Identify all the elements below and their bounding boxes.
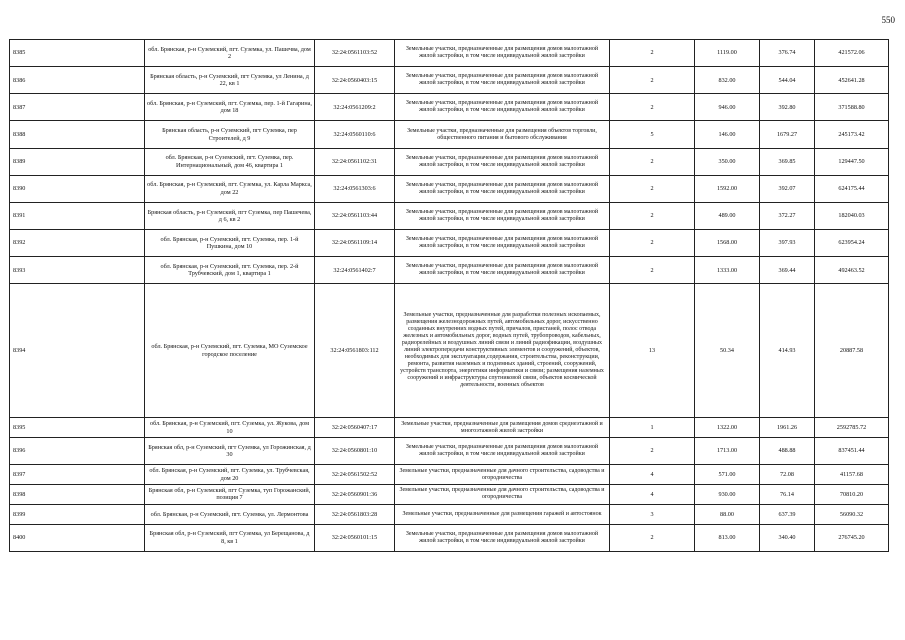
row-number: 8389: [10, 148, 145, 175]
land-use-cell: Земельные участки, предназначенные для размещения домов малоэтажной жилой застройки, в том числе индивидуальной жилой застройки: [395, 94, 610, 121]
area-cell: 1568.00: [695, 230, 760, 257]
row-number: 8385: [10, 40, 145, 67]
row-number: 8391: [10, 202, 145, 229]
group-cell: 13: [610, 284, 695, 418]
table-row: [10, 418, 889, 438]
cadastral-number-cell: 32:24:0560403:15: [315, 67, 395, 94]
row-number: 8394: [10, 284, 145, 418]
land-use-cell: Земельные участки, предназначенные для разработки полезных ископаемых, размещения железнодорожных путей, автомобильных дорог, искусственно созданных внутренних водных путей, причалов, пристаней, полос отвода железных и автомобильных дорог, водных путей, трубопроводов, кабельных, радиорелейных и воздушных линий связи и линий радиофикации, воздушных линий электропередачи конструктивных элементов и сооружений, объектов, необходимых для эксплуатации,содержания, строительства, реконструкции, ремонта, развития наземных и подземных зданий, строений, сооружений, устройств транспорта, энергетики информатики и связи; размещения наземных сооружений и инфраструктуры спутниковой связи, объектов космической деятельности, военных объектов: [395, 284, 610, 418]
cadastral-number-cell: 32:24:0560901:36: [315, 484, 395, 504]
rate-cell: 340.40: [760, 524, 815, 551]
table-row: [10, 121, 889, 148]
area-cell: 1713.00: [695, 437, 760, 464]
row-number: 8396: [10, 437, 145, 464]
cadastral-value-cell: 182040.03: [815, 202, 889, 229]
group-cell: 2: [610, 524, 695, 551]
group-cell: 2: [610, 148, 695, 175]
table-row: [10, 504, 889, 524]
rate-cell: 72.08: [760, 465, 815, 485]
address-cell: Брянская область, р-н Суземский, пгт Суземка, ул Ленина, д 22, кв 1: [145, 67, 315, 94]
area-cell: 813.00: [695, 524, 760, 551]
cadastral-value-cell: 624175.44: [815, 175, 889, 202]
table-row: [10, 202, 889, 229]
row-number: 8388: [10, 121, 145, 148]
group-cell: 4: [610, 484, 695, 504]
rate-cell: 372.27: [760, 202, 815, 229]
cadastral-number-cell: 32:24:0561102:31: [315, 148, 395, 175]
table-row: [10, 284, 889, 418]
cadastral-number-cell: 32:24:0560801:10: [315, 437, 395, 464]
cadastral-number-cell: 32:24:0560101:15: [315, 524, 395, 551]
cadastral-number-cell: 32:24:0561803:28: [315, 504, 395, 524]
rate-cell: 637.39: [760, 504, 815, 524]
cadastral-number-cell: 32:24:0560110:6: [315, 121, 395, 148]
cadastral-number-cell: 32:24:0561502:52: [315, 465, 395, 485]
area-cell: 832.00: [695, 67, 760, 94]
cadastral-value-cell: 41157.68: [815, 465, 889, 485]
land-use-cell: Земельные участки, предназначенные для размещения домов малоэтажной жилой застройки, в том числе индивидуальной жилой застройки: [395, 257, 610, 284]
address-cell: Брянская область, р-н Суземский, пгт Суземка, пер Пашечева, д 6, кв 2: [145, 202, 315, 229]
land-use-cell: Земельные участки, предназначенные для размещения домов среднеэтажной и многоэтажной жилой застройки: [395, 418, 610, 438]
cadastral-value-cell: 56090.32: [815, 504, 889, 524]
rate-cell: 1961.26: [760, 418, 815, 438]
land-use-cell: Земельные участки, предназначенные для размещения гаражей и автостоянок: [395, 504, 610, 524]
cadastral-number-cell: 32:24:0561209:2: [315, 94, 395, 121]
land-use-cell: Земельные участки, предназначенные для размещения домов малоэтажной жилой застройки, в том числе индивидуальной жилой застройки: [395, 148, 610, 175]
row-number: 8387: [10, 94, 145, 121]
address-cell: обл. Брянская, р-н Суземский, пгт. Суземка, ул. Пашечва, дом 2: [145, 40, 315, 67]
land-use-cell: Земельные участки, предназначенные для размещения домов малоэтажной жилой застройки, в том числе индивидуальной жилой застройки: [395, 437, 610, 464]
cadastral-number-cell: 32:24:0561303:6: [315, 175, 395, 202]
rate-cell: 76.14: [760, 484, 815, 504]
cadastral-number-cell: 32:24:0561402:7: [315, 257, 395, 284]
address-cell: обл. Брянская, р-н Суземский, пгт. Суземка, ул. Жукова, дом 10: [145, 418, 315, 438]
land-use-cell: Земельные участки, предназначенные для дачного строительства, садоводства и огородничества: [395, 465, 610, 485]
table-row: [10, 465, 889, 485]
row-number: 8390: [10, 175, 145, 202]
cadastral-value-cell: 129447.50: [815, 148, 889, 175]
table-row: [10, 67, 889, 94]
land-use-cell: Земельные участки, предназначенные для размещения объектов торговли, общественного питания и бытового обслуживания: [395, 121, 610, 148]
cadastral-number-cell: 32:24:0561103:52: [315, 40, 395, 67]
address-cell: обл. Брянская, р-н Суземский, пгт. Суземка, пер. 1-й Гагарина, дом 18: [145, 94, 315, 121]
address-cell: обл. Брянская, р-н Суземский, пгт. Суземка, МО Суземское городское поселение: [145, 284, 315, 418]
table-row: [10, 40, 889, 67]
address-cell: Брянская область, р-н Суземский, пгт Суземка, пер Строителей, д 9: [145, 121, 315, 148]
group-cell: 2: [610, 67, 695, 94]
row-number: 8392: [10, 230, 145, 257]
address-cell: обл. Брянская, р-н Суземский, пгт. Суземка, ул. Трубчевская, дом 20: [145, 465, 315, 485]
row-number: 8386: [10, 67, 145, 94]
group-cell: 2: [610, 40, 695, 67]
group-cell: 1: [610, 418, 695, 438]
cadastral-value-cell: 837451.44: [815, 437, 889, 464]
rate-cell: 376.74: [760, 40, 815, 67]
group-cell: 2: [610, 437, 695, 464]
area-cell: 146.00: [695, 121, 760, 148]
area-cell: 489.00: [695, 202, 760, 229]
land-use-cell: Земельные участки, предназначенные для дачного строительства, садоводства и огородничества: [395, 484, 610, 504]
table-row: [10, 524, 889, 551]
area-cell: 930.00: [695, 484, 760, 504]
row-number: 8398: [10, 484, 145, 504]
page-number: 550: [881, 15, 895, 25]
address-cell: обл. Брянская, р-н Суземский, пгт. Суземка, пер. Интернациональный, дом 46, квартира 1: [145, 148, 315, 175]
address-cell: обл. Брянская, р-н Суземский, пгт. Суземка, ул. Лермонтова: [145, 504, 315, 524]
land-use-cell: Земельные участки, предназначенные для размещения домов малоэтажной жилой застройки, в том числе индивидуальной жилой застройки: [395, 230, 610, 257]
group-cell: 2: [610, 175, 695, 202]
address-cell: Брянская обл, р-н Суземский, пгт Суземка, ул Горожинская, д 30: [145, 437, 315, 464]
group-cell: 5: [610, 121, 695, 148]
address-cell: обл. Брянская, р-н Суземский, пгт. Суземка, пер. 1-й Пушкина, дом 10: [145, 230, 315, 257]
land-use-cell: Земельные участки, предназначенные для размещения домов малоэтажной жилой застройки, в том числе индивидуальной жилой застройки: [395, 202, 610, 229]
area-cell: 1592.00: [695, 175, 760, 202]
area-cell: 1322.00: [695, 418, 760, 438]
address-cell: Брянская обл, р-н Суземский, пгт Суземка, туп Горожанский, позиция 7: [145, 484, 315, 504]
rate-cell: 544.04: [760, 67, 815, 94]
cadastral-number-cell: 32:24:0561803:112: [315, 284, 395, 418]
group-cell: 3: [610, 504, 695, 524]
land-use-cell: Земельные участки, предназначенные для размещения домов малоэтажной жилой застройки, в том числе индивидуальной жилой застройки: [395, 524, 610, 551]
area-cell: 88.00: [695, 504, 760, 524]
cadastral-value-cell: 20887.58: [815, 284, 889, 418]
rate-cell: 397.93: [760, 230, 815, 257]
area-cell: 571.00: [695, 465, 760, 485]
rate-cell: 488.88: [760, 437, 815, 464]
group-cell: 2: [610, 94, 695, 121]
row-number: 8397: [10, 465, 145, 485]
cadastral-value-cell: 2592785.72: [815, 418, 889, 438]
cadastral-number-cell: 32:24:0561109:14: [315, 230, 395, 257]
area-cell: 946.00: [695, 94, 760, 121]
rate-cell: 392.07: [760, 175, 815, 202]
area-cell: 350.00: [695, 148, 760, 175]
table-row: [10, 257, 889, 284]
cadastral-value-cell: 623954.24: [815, 230, 889, 257]
cadastral-value-cell: 276745.20: [815, 524, 889, 551]
land-use-cell: Земельные участки, предназначенные для размещения домов малоэтажной жилой застройки, в том числе индивидуальной жилой застройки: [395, 175, 610, 202]
group-cell: 2: [610, 230, 695, 257]
address-cell: обл. Брянская, р-н Суземский, пгт. Суземка, ул. Карла Маркса, дом 22: [145, 175, 315, 202]
rate-cell: 369.44: [760, 257, 815, 284]
table-row: [10, 175, 889, 202]
cadastral-value-cell: 371588.80: [815, 94, 889, 121]
land-use-cell: Земельные участки, предназначенные для размещения домов малоэтажной жилой застройки, в том числе индивидуальной жилой застройки: [395, 40, 610, 67]
table-row: [10, 230, 889, 257]
table-row: [10, 148, 889, 175]
cadastral-value-cell: 70810.20: [815, 484, 889, 504]
cadastral-number-cell: 32:24:0561103:44: [315, 202, 395, 229]
table-row: [10, 484, 889, 504]
area-cell: 1119.00: [695, 40, 760, 67]
address-cell: обл. Брянская, р-н Суземский, пгт. Суземка, пер. 2-й Трубчевский, дом 1, квартира 1: [145, 257, 315, 284]
table-row: [10, 94, 889, 121]
table-row: [10, 437, 889, 464]
cadastral-value-cell: 421572.06: [815, 40, 889, 67]
cadastral-value-cell: 245173.42: [815, 121, 889, 148]
cadastral-value-table: [9, 39, 889, 552]
row-number: 8393: [10, 257, 145, 284]
rate-cell: 1679.27: [760, 121, 815, 148]
group-cell: 4: [610, 465, 695, 485]
rate-cell: 392.80: [760, 94, 815, 121]
row-number: 8395: [10, 418, 145, 438]
group-cell: 2: [610, 202, 695, 229]
area-cell: 50.34: [695, 284, 760, 418]
cadastral-value-cell: 492463.52: [815, 257, 889, 284]
rate-cell: 414.93: [760, 284, 815, 418]
row-number: 8400: [10, 524, 145, 551]
cadastral-value-cell: 452641.28: [815, 67, 889, 94]
rate-cell: 369.85: [760, 148, 815, 175]
cadastral-number-cell: 32:24:0560407:17: [315, 418, 395, 438]
group-cell: 2: [610, 257, 695, 284]
address-cell: Брянская обл, р-н Суземский, пгт Суземка, ул Берещанова, д 8, кв 1: [145, 524, 315, 551]
row-number: 8399: [10, 504, 145, 524]
land-use-cell: Земельные участки, предназначенные для размещения домов малоэтажной жилой застройки, в том числе индивидуальной жилой застройки: [395, 67, 610, 94]
area-cell: 1333.00: [695, 257, 760, 284]
